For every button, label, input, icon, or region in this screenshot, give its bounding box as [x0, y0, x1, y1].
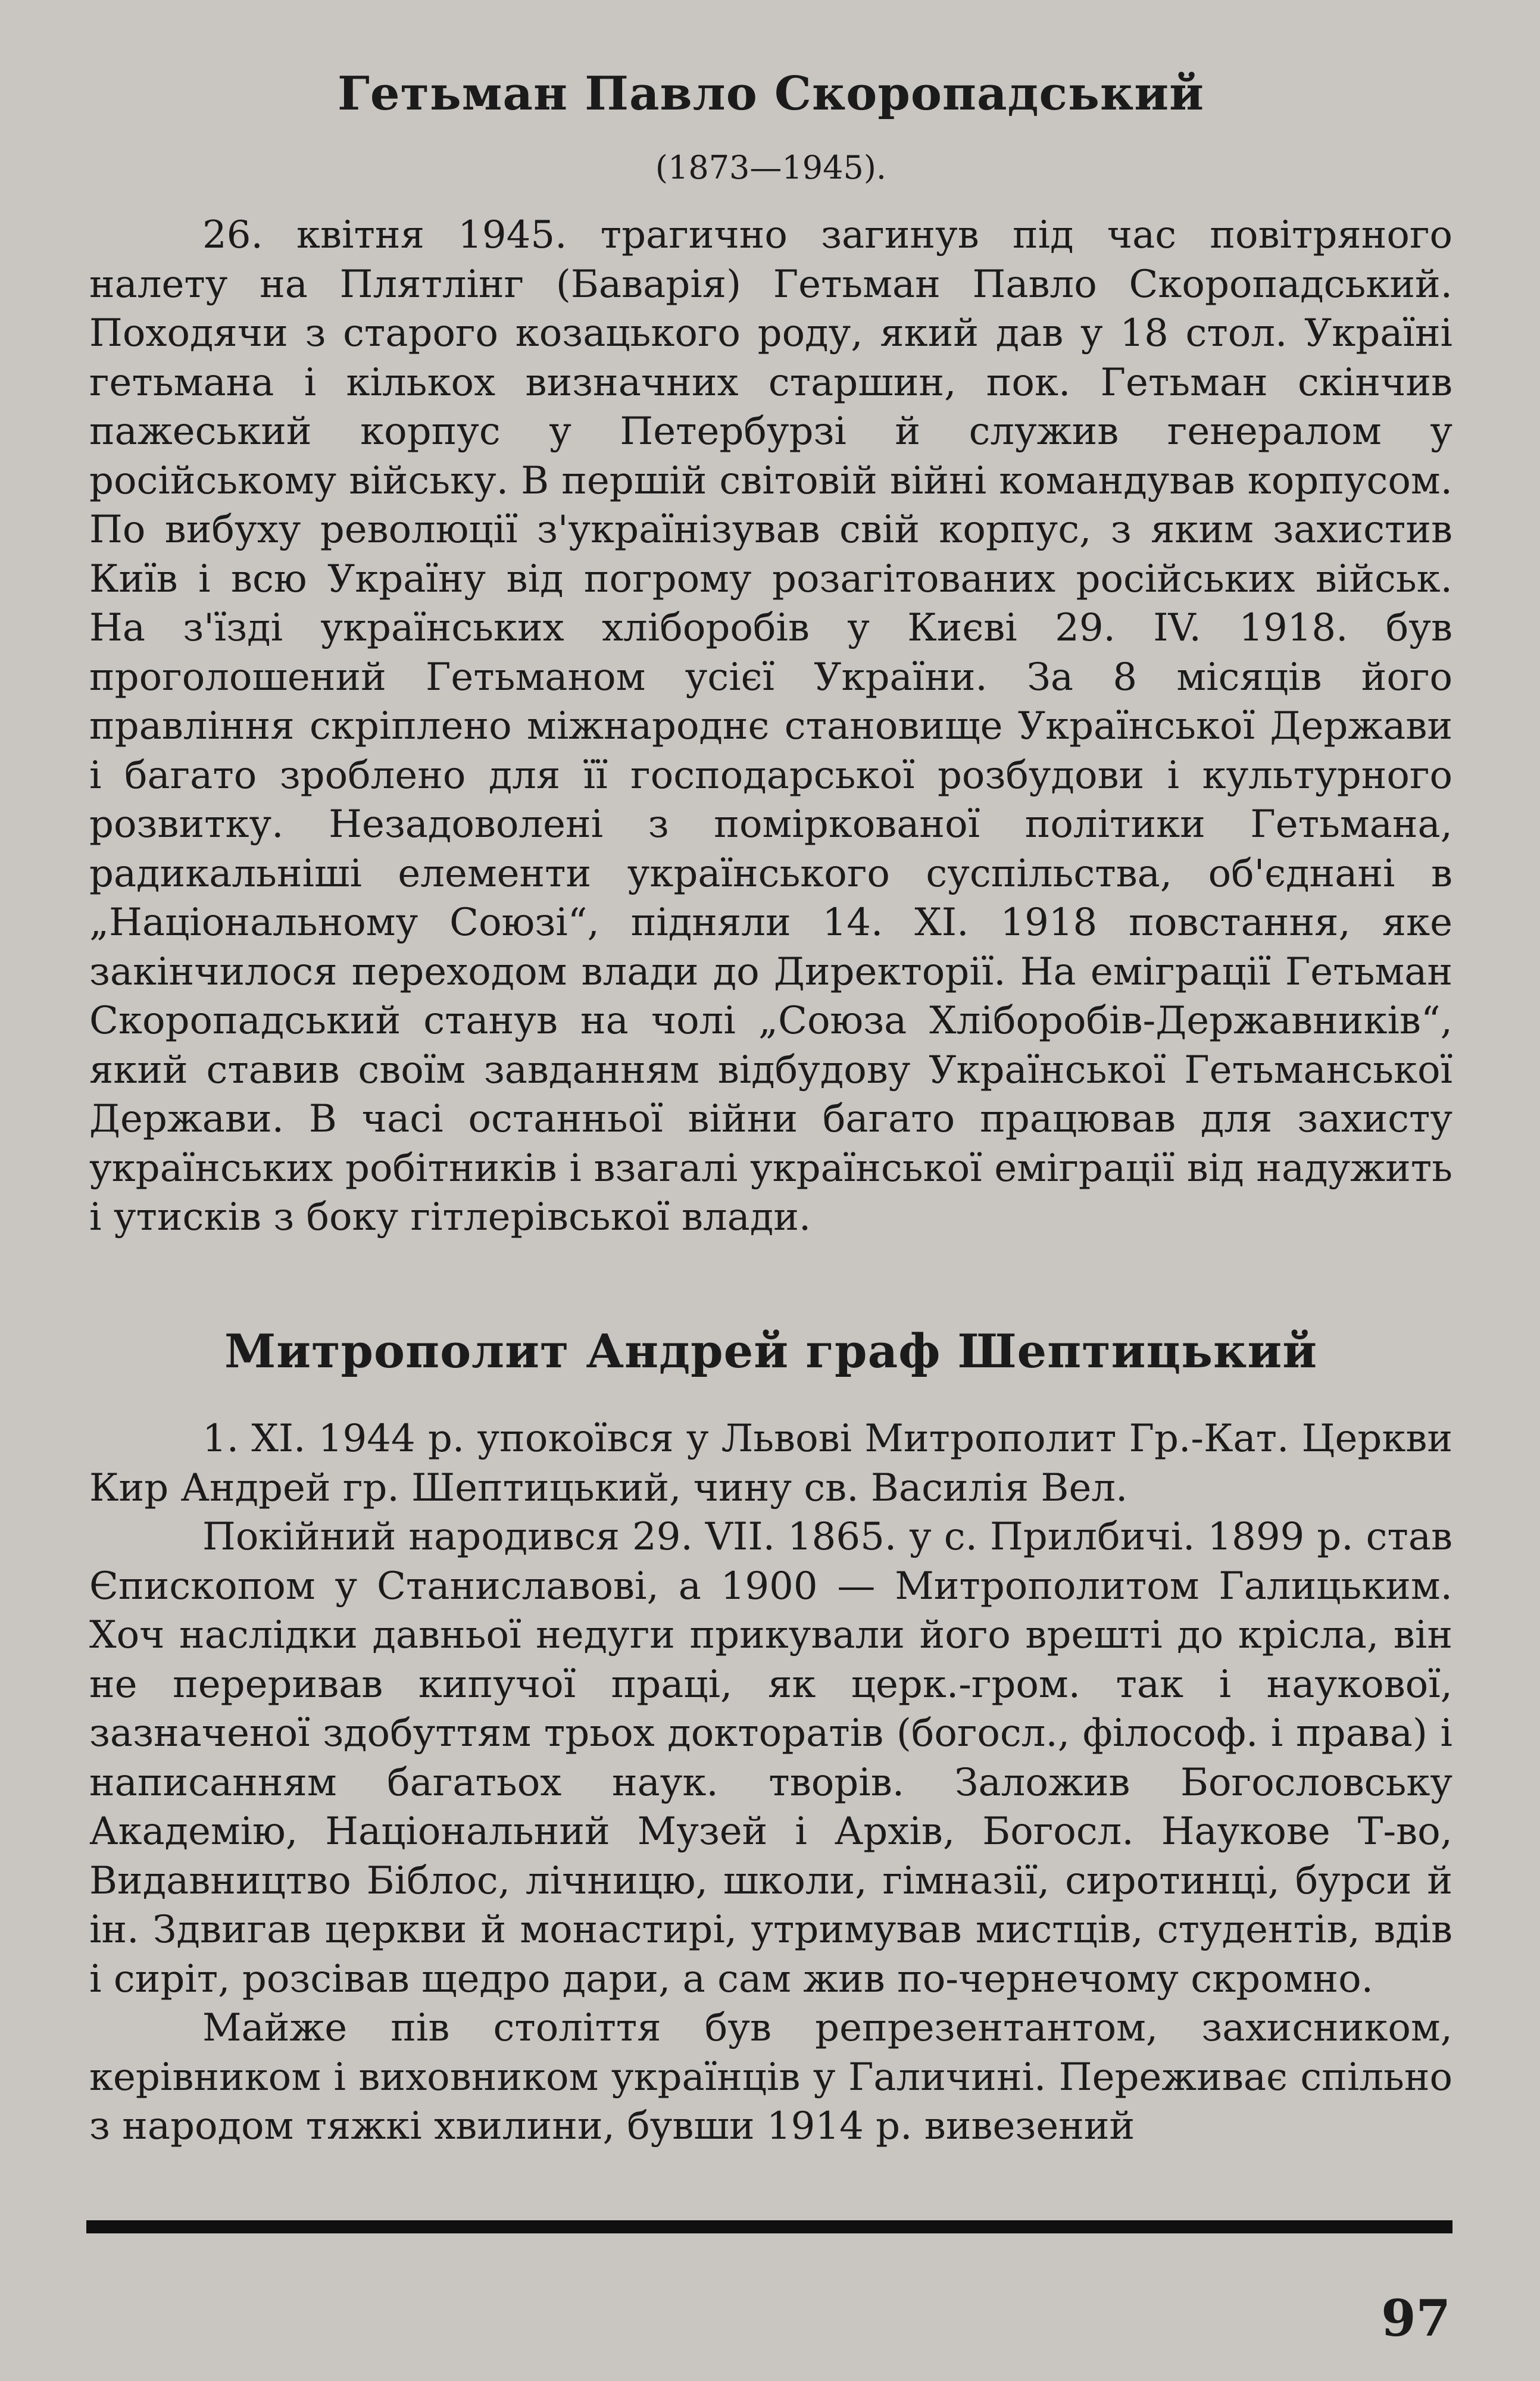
section-dates: (1873—1945). — [655, 149, 887, 186]
paragraph: 26. квітня 1945. трагично загинув під час повітряного налету на Плятлінг (Баварія) Гетьман Павло Скоропадський. Походячи з старого козацького роду, який дав у 18 стол. Україні гетьмана і кількох визначних старшин, пок. Гетьман скінчив пажеський корпус у Петербурзі й служив генералом у російському війську. В першій світовій війні командував корпусом. По вибуху революції з'українізував свій корпус, з яким захистив Київ і всю Україну від погрому розагітованих російських військ. На з'їзді українських хліборобів у Києві 29. IV. 1918. був проголошений Гетьманом усієї України. За 8 місяців його правління скріплено міжнароднє становище Української Держави і багато зроблено для її господарської розбудови і культурного розвитку. Незадоволені з поміркованої політики Гетьмана, радикальніші елементи українського суспільства, об'єднані в „Національному Союзі“, підняли 14. XI. 1918 повстання, яке закінчилося переходом влади до Директорії. На еміграції Гетьман Скоропадський станув на чолі „Союза Хліборобів-Державників“, який ставив своїм завданням відбудову Української Гетьманської Держави. В часі останньої війни багато працював для захисту українських робітників і взагалі української еміграції від надужить і утисків з боку гітлерівської влади. — [89, 213, 1452, 1239]
section-body-skoropadsky — [89, 211, 1452, 1242]
page-number: 97 — [1381, 2289, 1451, 2348]
section-title-skoropadsky: Гетьман Павло Скоропадський — [338, 67, 1204, 121]
horizontal-rule — [86, 2220, 1452, 2233]
paragraph: 1. XI. 1944 р. упокоївся у Львові Митрополит Гр.-Кат. Церкви Кир Андрей гр. Шептицький, чину св. Василія Вел. — [89, 1417, 1452, 1510]
section-body-sheptytsky — [89, 1414, 1452, 2151]
paragraph: Майже пів століття був репрезентантом, захисником, керівником і виховником українців у Галичині. Переживає спільно з народом тяжкі хвилини, бувши 1914 р. вивезений — [89, 2006, 1452, 2148]
paragraph: Покійний народився 29. VII. 1865. у с. Прилбичі. 1899 р. став Єпископом у Станиславові, а 1900 — Митрополитом Галицьким. Хоч наслідки давньої недуги прикували його врешті до крісла, він не переривав кипучої праці, як церк.-гром. так і наукової, зазначеної здобуттям трьох докторатів (богосл., філософ. і права) і написанням багатьох наук. творів. Заложив Богословську Академію, Національний Музей і Архів, Богосл. Наукове Т-во, Видавництво Біблос, лічницю, школи, гімназії, сиротинці, бурси й ін. Здвигав церкви й монастирі, утримував мистців, студентів, вдів і сиріт, розсівав щедро дари, а сам жив по-чернечому скромно. — [89, 1515, 1452, 2001]
section-title-sheptytsky: Митрополит Андрей граф Шептицький — [224, 1324, 1318, 1379]
